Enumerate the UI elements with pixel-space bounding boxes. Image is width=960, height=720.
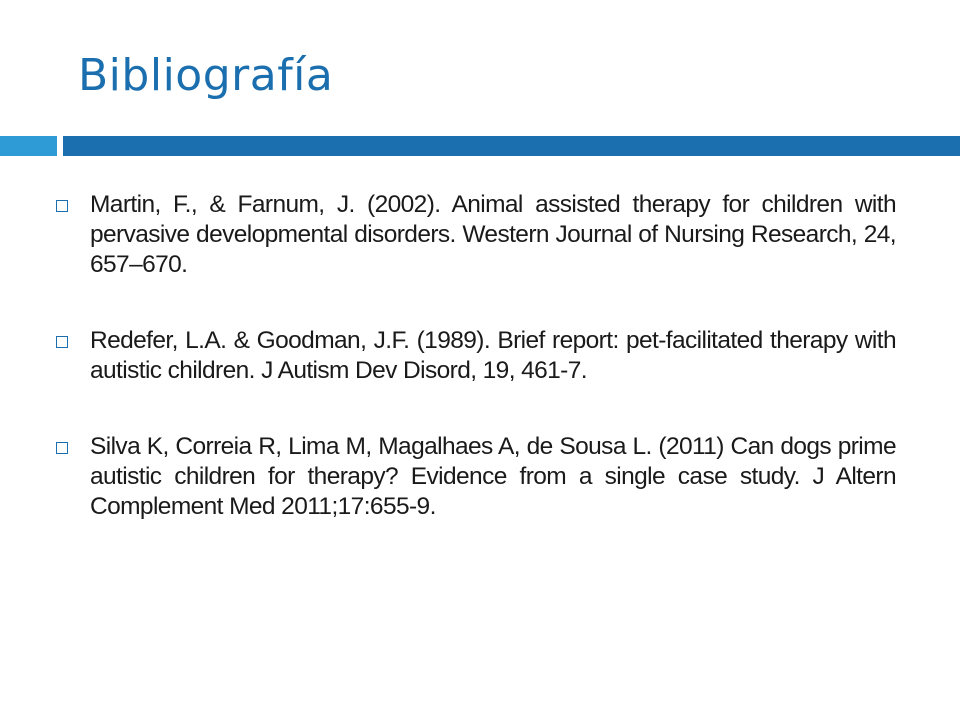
reference-item — [56, 432, 896, 522]
hollow-square-bullet-icon — [56, 200, 68, 212]
reference-list — [56, 190, 896, 522]
slide-title: Bibliografía — [78, 50, 334, 101]
title-accent-bar-left — [0, 136, 57, 156]
reference-text: Silva K, Correia R, Lima M, Magalhaes A, de Sousa L. (2011) Can dogs prime autistic children for therapy? Evidence from a single case study. J Altern Complement Med 2011;17:655-9. — [90, 433, 896, 520]
reference-text: Redefer, L.A. & Goodman, J.F. (1989). Brief report: pet-facilitated therapy with autistic children. J Autism Dev Disord, 19, 461-7. — [90, 327, 896, 384]
reference-text: Martin, F., & Farnum, J. (2002). Animal assisted therapy for children with pervasive developmental disorders. Western Journal of Nursing Research, 24, 657–670. — [90, 191, 896, 278]
reference-item — [56, 326, 896, 386]
title-accent-bar — [63, 136, 960, 156]
hollow-square-bullet-icon — [56, 336, 68, 348]
reference-item — [56, 190, 896, 280]
hollow-square-bullet-icon — [56, 442, 68, 454]
